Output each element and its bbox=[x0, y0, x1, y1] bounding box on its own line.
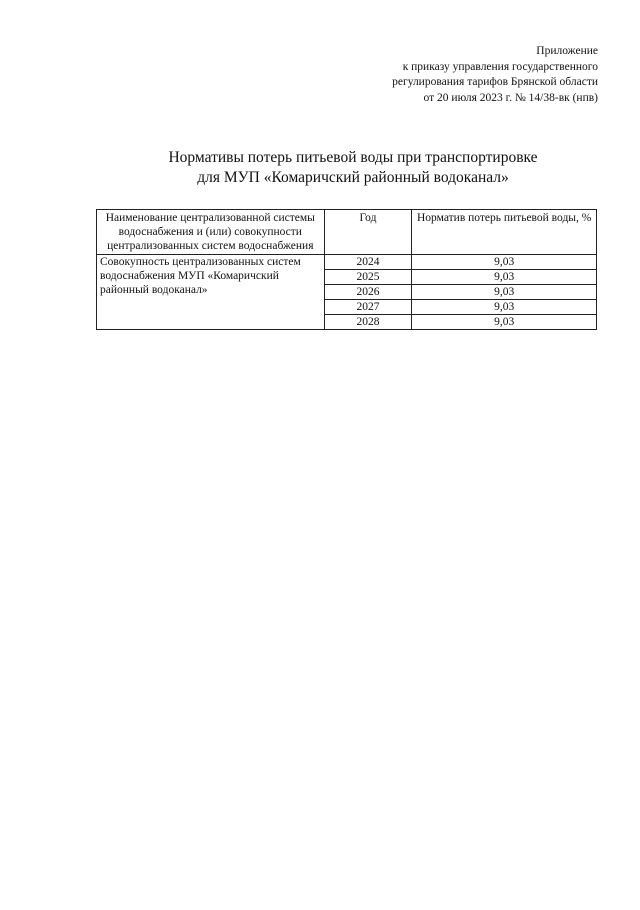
document-title bbox=[0, 148, 640, 188]
year-cell: 2027 bbox=[324, 300, 412, 315]
year-cell: 2026 bbox=[324, 285, 412, 300]
appendix-line: к приказу управления государственного bbox=[402, 60, 598, 73]
title-line-1: Нормативы потерь питьевой воды при транспортировке bbox=[168, 149, 538, 166]
norm-value-cell: 9,03 bbox=[412, 270, 597, 285]
water-loss-norms-table bbox=[96, 209, 597, 330]
appendix-line: Приложение bbox=[536, 45, 598, 57]
norm-value-cell: 9,03 bbox=[412, 300, 597, 315]
appendix-line: регулирования тарифов Брянской области bbox=[392, 76, 598, 88]
system-name-cell: Совокупность централизованных систем водоснабжения МУП «Комаричский районный водоканал» bbox=[97, 255, 325, 330]
norm-value-cell: 9,03 bbox=[412, 285, 597, 300]
norm-value-cell: 9,03 bbox=[412, 255, 597, 270]
header-norm: Норматив потерь питьевой воды, % bbox=[412, 210, 597, 255]
header-year: Год bbox=[324, 210, 412, 255]
table-row bbox=[97, 255, 597, 270]
appendix-block bbox=[278, 44, 598, 106]
norm-value-cell: 9,03 bbox=[412, 315, 597, 330]
table-header-row bbox=[97, 210, 597, 255]
year-cell: 2024 bbox=[324, 255, 412, 270]
year-cell: 2028 bbox=[324, 315, 412, 330]
year-cell: 2025 bbox=[324, 270, 412, 285]
header-system-name: Наименование централизованной системы водоснабжения и (или) совокупности централизованных систем водоснабжения bbox=[97, 210, 325, 255]
appendix-line: от 20 июля 2023 г. № 14/38-вк (нпв) bbox=[423, 91, 598, 104]
title-line-2: для МУП «Комаричский районный водоканал» bbox=[197, 169, 509, 186]
